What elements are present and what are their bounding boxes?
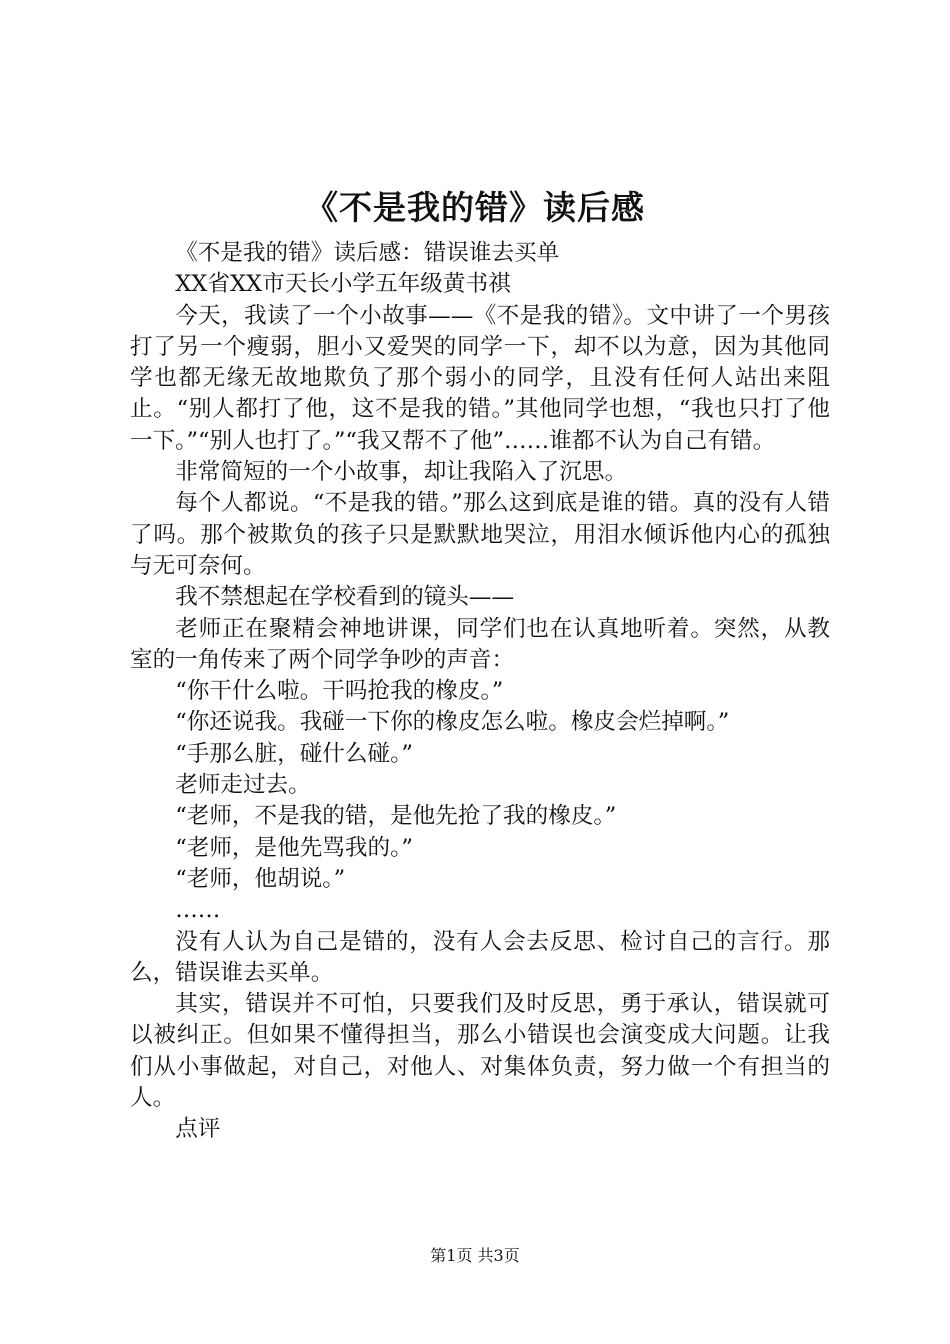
- comment-heading: 点评: [175, 1116, 221, 1143]
- body-paragraph: 我不禁想起在学校看到的镜头——: [175, 584, 515, 611]
- document-body: [130, 238, 830, 1146]
- body-paragraph: 老师走过去。: [175, 772, 311, 799]
- page-footer: 第1页 共3页: [430, 1246, 520, 1265]
- ellipsis-paragraph: ……: [175, 897, 221, 924]
- dialogue-paragraph: “老师，他胡说。”: [175, 865, 346, 892]
- dialogue-paragraph: “你干什么啦。干吗抢我的橡皮。”: [175, 678, 504, 705]
- body-paragraph: 非常简短的一个小故事，却让我陷入了沉思。: [175, 459, 628, 486]
- dialogue-paragraph: “手那么脏，碰什么碰。”: [175, 740, 413, 767]
- body-paragraph: 其实，错误并不可怕，只要我们及时反思，勇于承认，错误就可以被纠正。但如果不懂得担当，那么小错误也会演变成大问题。让我们从小事做起，对自己，对他人、对集体负责，努力做一个有担当的人。: [130, 991, 830, 1112]
- document-title: 《不是我的错》读后感: [305, 188, 645, 227]
- dialogue-paragraph: “你还说我。我碰一下你的橡皮怎么啦。橡皮会烂掉啊。”: [175, 709, 730, 736]
- body-paragraph: 今天，我读了一个小故事——《不是我的错》。文中讲了一个男孩打了另一个瘦弱，胆小又爱哭的同学一下，却不以为意，因为其他同学也都无缘无故地欺负了那个弱小的同学，且没有任何人站出来阻止。“别人都打了他，这不是我的错。”其他同学也想，“我也只打了他一下。”“别人也打了。”“我又帮不了他”……谁都不认为自己有错。: [130, 302, 830, 454]
- body-paragraph: 没有人认为自己是错的，没有人会去反思、检讨自己的言行。那么，错误谁去买单。: [130, 928, 830, 986]
- dialogue-paragraph: “老师，是他先骂我的。”: [175, 834, 413, 861]
- author-paragraph: XX省XX市天长小学五年级黄书祺: [175, 271, 511, 298]
- body-paragraph: 老师正在聚精会神地讲课，同学们也在认真地听着。突然，从教室的一角传来了两个同学争吵的声音：: [130, 615, 830, 673]
- dialogue-paragraph: “老师，不是我的错，是他先抢了我的橡皮。”: [175, 803, 617, 830]
- body-paragraph: 每个人都说。“不是我的错。”那么这到底是谁的错。真的没有人错了吗。那个被欺负的孩子只是默默地哭泣，用泪水倾诉他内心的孤独与无可奈何。: [130, 490, 830, 579]
- subtitle-paragraph: 《不是我的错》读后感：错误谁去买单: [175, 240, 560, 266]
